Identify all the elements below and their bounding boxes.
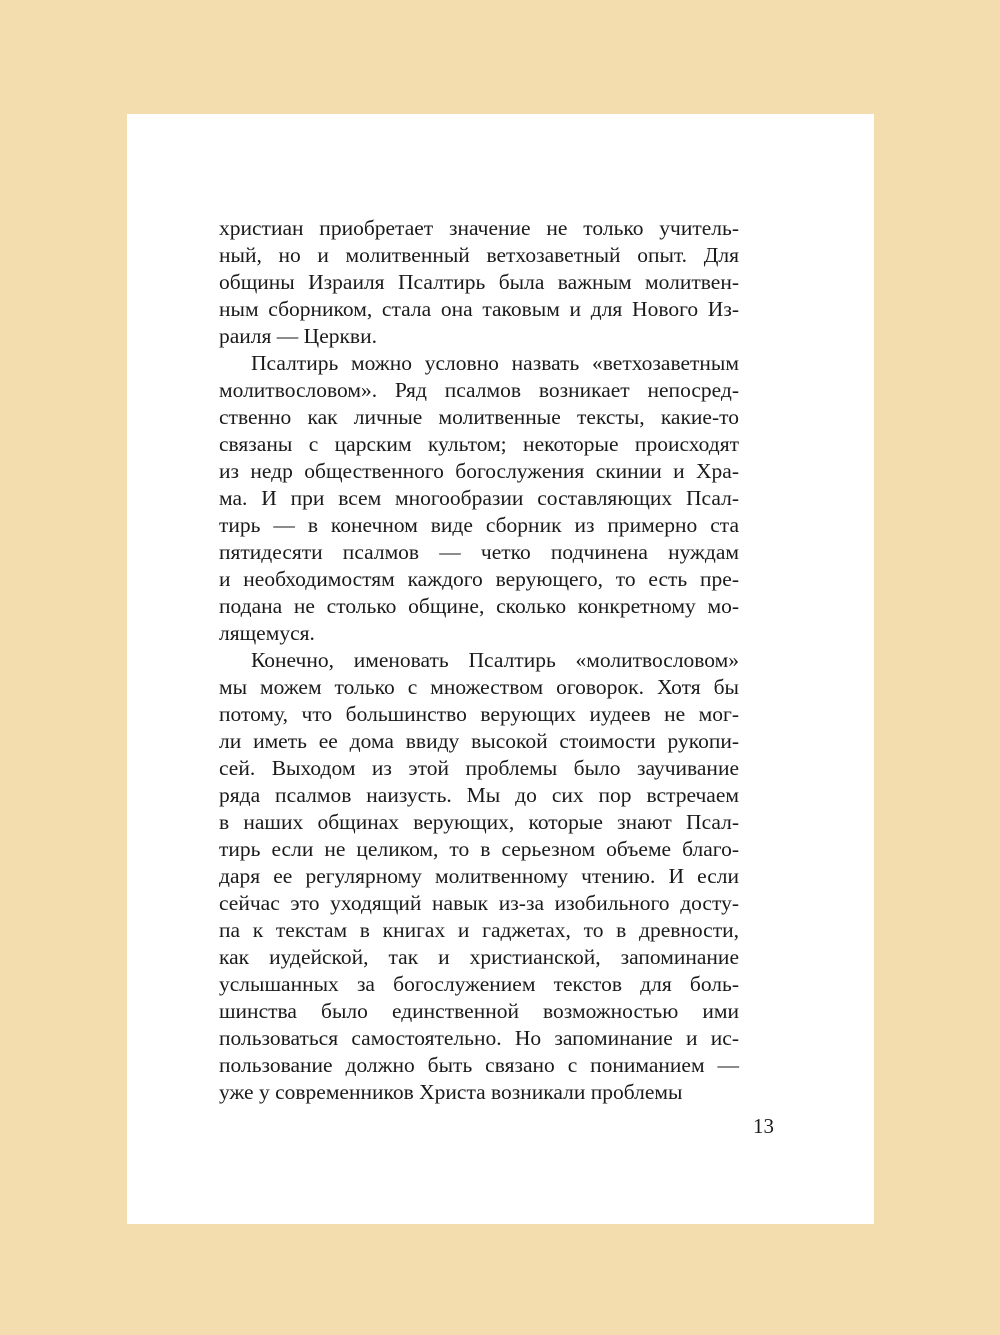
page-number: 13 <box>753 1114 774 1138</box>
text-line: связаны с царским культом; некоторые происходят <box>219 432 739 456</box>
paragraph <box>219 215 739 350</box>
text-line: общины Израиля Псалтирь была важным молитвен- <box>219 270 739 294</box>
text-line: ственно как личные молитвенные тексты, какие-то <box>219 405 739 429</box>
text-line: из недр общественного богослужения скинии и Хра- <box>219 459 739 483</box>
text-line: Конечно, именовать Псалтирь «молитвословом» <box>251 648 739 672</box>
text-line: ли иметь ее дома ввиду высокой стоимости рукопи- <box>219 729 739 753</box>
paragraph <box>219 350 739 647</box>
text-line: тирь если не целиком, то в серьезном объеме благо- <box>219 837 739 861</box>
text-line: сей. Выходом из этой проблемы было заучивание <box>219 756 739 780</box>
text-line: ный, но и молитвенный ветхозаветный опыт. Для <box>219 243 739 267</box>
text-line: пятидесяти псалмов — четко подчинена нуждам <box>219 540 739 564</box>
text-line: ряда псалмов наизусть. Мы до сих пор встречаем <box>219 783 739 807</box>
text-line: пользование должно быть связано с пониманием — <box>219 1053 739 1077</box>
text-line: па к текстам в книгах и гаджетах, то в древности, <box>219 918 739 942</box>
text-line: и необходимостям каждого верующего, то есть пре- <box>219 567 739 591</box>
book-page <box>127 114 874 1224</box>
text-line: как иудейской, так и христианской, запоминание <box>219 945 739 969</box>
text-line: ным сборником, стала она таковым и для Нового Из- <box>219 297 739 321</box>
text-line: шинства было единственной возможностью ими <box>219 999 739 1023</box>
text-line: в наших общинах верующих, которые знают Псал- <box>219 810 739 834</box>
text-line: тирь — в конечном виде сборник из примерно ста <box>219 513 739 537</box>
text-line: подана не столько общине, сколько конкретному мо- <box>219 594 739 618</box>
text-line: Псалтирь можно условно назвать «ветхозаветным <box>251 351 739 375</box>
text-line: лящемуся. <box>219 621 315 645</box>
text-line: раиля — Церкви. <box>219 324 377 348</box>
text-line: даря ее регулярному молитвенному чтению. И если <box>219 864 739 888</box>
text-line: пользоваться самостоятельно. Но запоминание и ис- <box>219 1026 739 1050</box>
text-line: уже у современников Христа возникали проблемы <box>219 1080 683 1104</box>
page-text <box>219 215 739 1106</box>
text-line: услышанных за богослужением текстов для боль- <box>219 972 739 996</box>
text-line: ма. И при всем многообразии составляющих Псал- <box>219 486 739 510</box>
text-line: потому, что большинство верующих иудеев не мог- <box>219 702 739 726</box>
text-line: христиан приобретает значение не только учитель- <box>219 216 739 240</box>
paragraph <box>219 647 739 1106</box>
text-line: молитвословом». Ряд псалмов возникает непосред- <box>219 378 739 402</box>
text-line: сейчас это уходящий навык из-за изобильного досту- <box>219 891 739 915</box>
text-line: мы можем только с множеством оговорок. Хотя бы <box>219 675 739 699</box>
